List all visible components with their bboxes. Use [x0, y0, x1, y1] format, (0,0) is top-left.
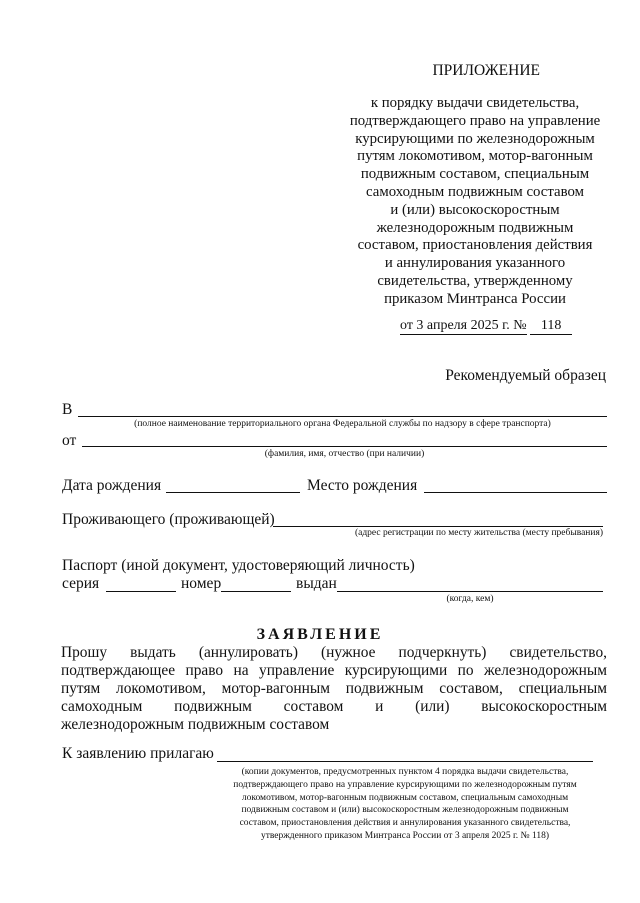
appendix-line: подвижным составом, специальным — [360, 166, 590, 183]
attachment-hint-line: утвержденного приказом Минтранса России от 3 апреля 2025 г. № 118) — [260, 830, 550, 841]
to-field[interactable] — [78, 416, 607, 417]
order-reference — [400, 318, 572, 335]
residing-hint: (адрес регистрации по месту жительства (месту пребывания) — [354, 528, 603, 538]
series-label: серия — [62, 575, 100, 592]
series-field[interactable] — [106, 591, 176, 592]
appendix-line: курсирующими по железнодорожным — [355, 130, 595, 147]
birth-date-field[interactable] — [166, 492, 300, 493]
appendix-description — [340, 95, 610, 309]
statement-line: путям локомотивом, мотор-вагонным подвижным составом, специальным — [61, 680, 607, 697]
statement-text — [61, 644, 607, 734]
statement-line: железнодорожным подвижным составом — [61, 716, 330, 733]
attachment-field[interactable] — [217, 761, 593, 762]
birth-place-label: Место рождения — [307, 477, 418, 494]
appendix-line: и аннулирования указанного — [384, 255, 566, 272]
issued-label: выдан — [296, 575, 337, 592]
appendix-line: свидетельства, утвержденному — [377, 272, 573, 289]
attachment-label: К заявлению прилагаю — [62, 745, 214, 762]
from-field[interactable] — [82, 446, 607, 447]
residing-label: Проживающего (проживающей) — [62, 511, 275, 528]
appendix-title: ПРИЛОЖЕНИЕ — [432, 62, 540, 79]
appendix-line: составом, приостановления действия — [357, 237, 593, 254]
attachment-hint-line: подвижным составом и (или) высокоскоростным железнодорожным подвижным — [241, 805, 569, 816]
passport-label: Паспорт (иной документ, удостоверяющий личность) — [62, 557, 415, 574]
attachment-hint-line: локомотивом, мотор-вагонным подвижным составом, специальным самоходным — [241, 792, 569, 803]
appendix-line: подтверждающего право на управление — [349, 112, 601, 129]
appendix-line: железнодорожным подвижным — [376, 219, 574, 236]
statement-line: подтверждающее право на управление курсирующими по железнодорожным — [61, 662, 607, 679]
from-label: от — [62, 432, 77, 449]
appendix-line: и (или) высокоскоростным — [390, 201, 560, 218]
appendix-line: к порядку выдачи свидетельства, — [370, 95, 580, 111]
birth-date-label: Дата рождения — [62, 477, 162, 494]
attachment-hint-line: составом, приостановления действия и аннулирования указанного свидетельства, — [239, 818, 571, 829]
appendix-line: самоходным подвижным составом — [366, 183, 584, 200]
issued-field[interactable] — [337, 591, 603, 592]
from-hint: (фамилия, имя, отчество (при наличии) — [264, 449, 425, 459]
statement-title: ЗАЯВЛЕНИЕ — [256, 626, 384, 643]
issued-hint: (когда, кем) — [446, 594, 494, 604]
number-field[interactable] — [221, 591, 291, 592]
attachment-hint — [200, 766, 610, 843]
order-date: от 3 апреля 2025 г. № — [400, 318, 527, 333]
to-hint: (полное наименование территориального органа Федеральной службы по надзору в сфере транспорта) — [134, 419, 551, 429]
number-label: номер — [181, 575, 222, 592]
appendix-line: приказом Минтранса России — [384, 290, 566, 307]
birth-place-field[interactable] — [424, 492, 607, 493]
attachment-hint-line: (копии документов, предусмотренных пунктом 4 порядка выдачи свидетельства, — [241, 767, 569, 777]
appendix-line: путям локомотивом, мотор-вагонным — [357, 148, 593, 165]
order-number: 118 — [530, 318, 572, 335]
statement-line: самоходным подвижным составом и (или) высокоскоростным — [61, 698, 607, 715]
attachment-hint-line: подтверждающего право на управление курсирующими по железнодорожным путям — [233, 779, 577, 790]
to-label: В — [62, 401, 73, 418]
statement-line: Прошу выдать (аннулировать) (нужное подчеркнуть) свидетельство, — [61, 644, 607, 661]
residing-field[interactable] — [273, 526, 603, 527]
sample-label: Рекомендуемый образец — [445, 367, 606, 384]
